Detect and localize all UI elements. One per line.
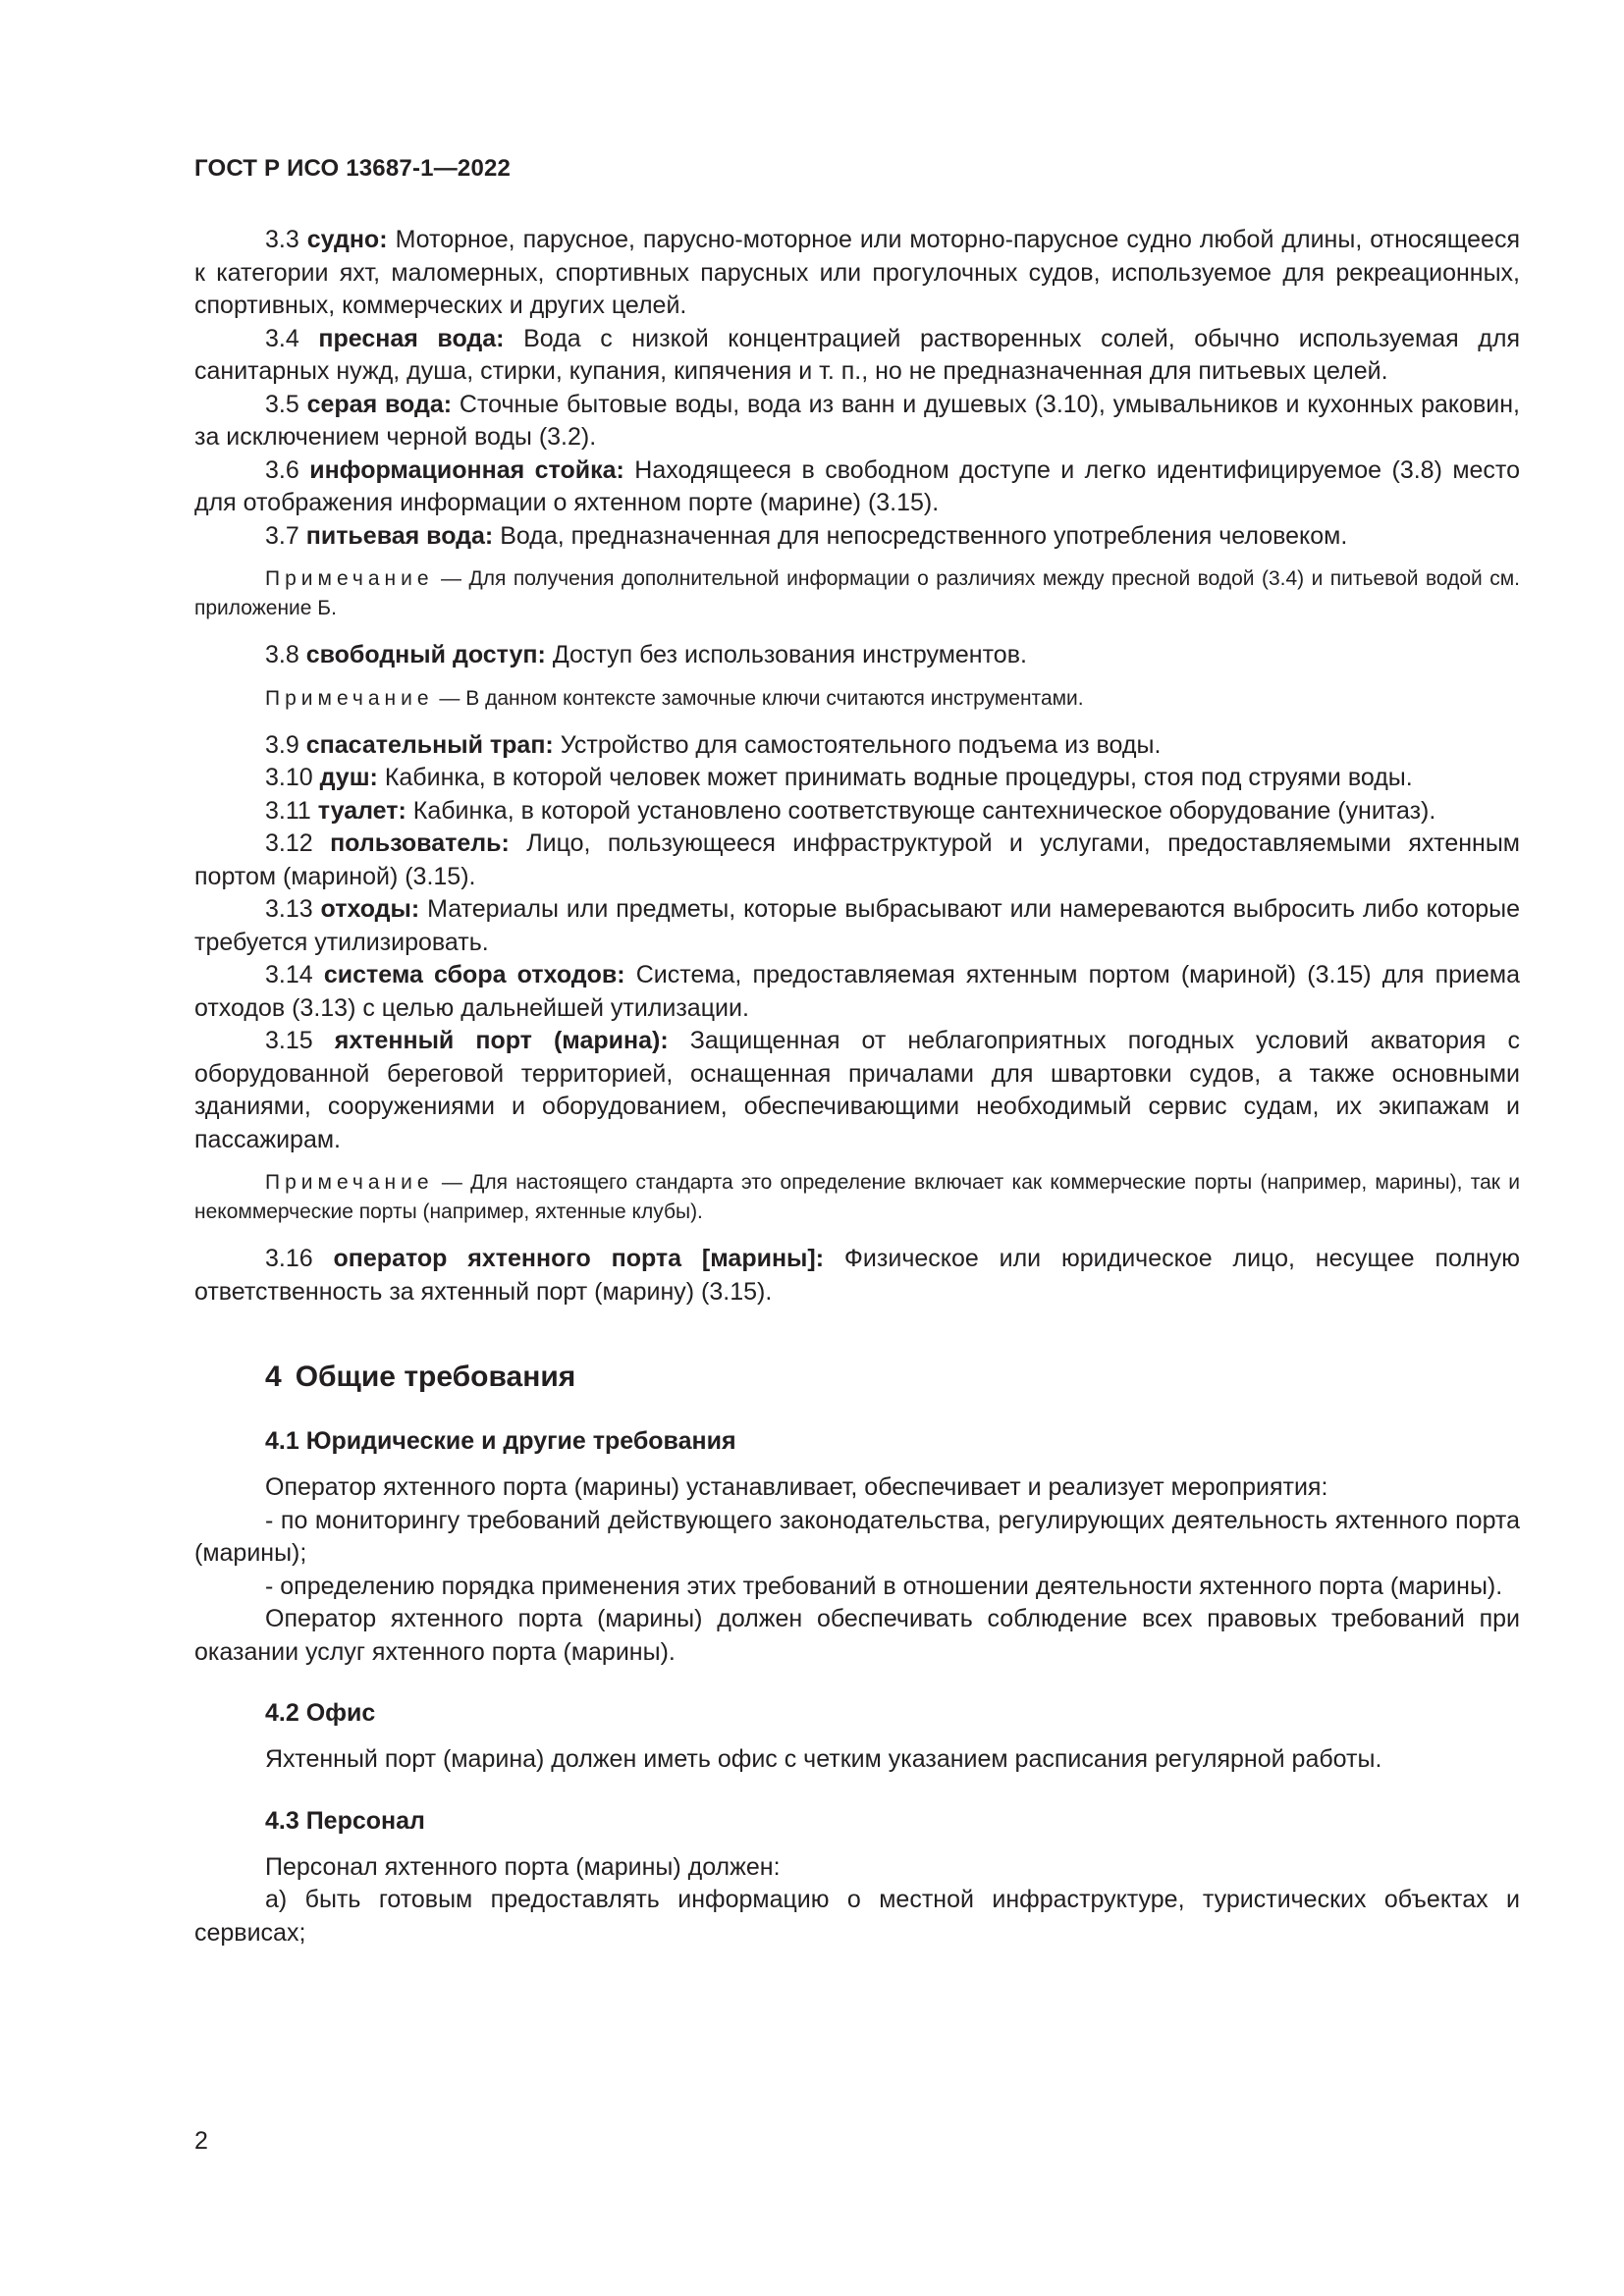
paragraph: Оператор яхтенного порта (марины) должен обеспечивать соблюдение всех правовых требований при оказании услуг яхтенного порта (марины). xyxy=(194,1605,1520,1666)
term-entry: 3.13 отходы: Материалы или предметы, которые выбрасывают или намереваются выбросить либо которые требуется утилизировать. xyxy=(194,895,1521,956)
term-entry: 3.14 система сбора отходов: Система, предоставляемая яхтенным портом (мариной) (3.15) для приема отходов (3.13) с целью дальнейшей утилизации. xyxy=(194,961,1520,1022)
term-entry: 3.11 туалет: Кабинка, в которой установлено соответствующе сантехническое оборудование (унитаз). xyxy=(265,796,1436,825)
term-entry: 3.5 серая вода: Сточные бытовые воды, вода из ванн и душевых (3.10), умывальников и кухонных раковин, за исключением черной воды (3.2). xyxy=(194,390,1520,451)
term-entry: 3.4 пресная вода: Вода с низкой концентрацией растворенных солей, обычно используемая для санитарных нужд, душа, стирки, купания, кипячения и т. п., но не предназначенная для питьевых целей. xyxy=(194,324,1520,385)
paragraph: Оператор яхтенного порта (марины) устанавливает, обеспечивает и реализует мероприятия: xyxy=(265,1473,1328,1501)
paragraph: Яхтенный порт (марина) должен иметь офис с четким указанием расписания регулярной работы. xyxy=(265,1745,1382,1773)
note: Примечание — Для получения дополнительной информации о различиях между пресной водой (3.4) и питьевой водой см. приложение Б. xyxy=(194,567,1520,619)
paragraph: а) быть готовым предоставлять информацию о местной инфраструктуре, туристических объектах и сервисах; xyxy=(194,1886,1520,1947)
subsection-heading: 4.2 Офис xyxy=(265,1699,376,1727)
paragraph: Персонал яхтенного порта (марины) должен: xyxy=(265,1852,781,1881)
paragraph: - по мониторингу требований действующего законодательства, регулирующих деятельность яхтенного порта (марины); xyxy=(194,1506,1520,1567)
note: Примечание — В данном контексте замочные ключи считаются инструментами. xyxy=(265,686,1084,710)
subsection-heading: 4.1 Юридические и другие требования xyxy=(265,1427,736,1455)
note: Примечание — Для настоящего стандарта это определение включает как коммерческие порты (например, марины), так и некоммерческие порты (например, яхтенные клубы). xyxy=(194,1171,1520,1223)
page-number: 2 xyxy=(194,2127,208,2155)
term-entry: 3.15 яхтенный порт (марина): Защищенная от неблагоприятных погодных условий акватория с оборудованной береговой территорией, оснащенная причалами для швартовки судов, а также основными зданиями, сооружениями и оборудованием, обеспечивающими необходимый сервис судам, их экипажам и пассажирам. xyxy=(194,1027,1520,1153)
subsection-heading: 4.3 Персонал xyxy=(265,1806,425,1835)
term-entry: 3.16 оператор яхтенного порта [марины]: Физическое или юридическое лицо, несущее полную ответственность за яхтенный порт (марину) (3.15). xyxy=(194,1245,1520,1306)
term-entry: 3.7 питьевая вода: Вода, предназначенная для непосредственного употребления человеком. xyxy=(265,521,1348,550)
term-entry: 3.6 информационная стойка: Находящееся в свободном доступе и легко идентифицируемое (3.8) место для отображения информации о яхтенном порте (марине) (3.15). xyxy=(194,455,1520,516)
paragraph: - определению порядка применения этих требований в отношении деятельности яхтенного порта (марины). xyxy=(265,1572,1503,1600)
term-entry: 3.12 пользователь: Лицо, пользующееся инфраструктурой и услугами, предоставляемыми яхтенным портом (мариной) (3.15). xyxy=(194,829,1520,890)
term-entry: 3.3 судно: Моторное, парусное, парусно-моторное или моторно-парусное судно любой длины, относящееся к категории яхт, маломерных, спортивных парусных или прогулочных судов, используемое для рекреационных, спортивных, коммерческих и других целей. xyxy=(194,226,1520,319)
section-heading: 4 Общие требования xyxy=(265,1361,576,1393)
page-content xyxy=(194,224,1520,1949)
document-header: ГОСТ Р ИСО 13687-1—2022 xyxy=(194,155,512,182)
term-entry: 3.9 спасательный трап: Устройство для самостоятельного подъема из воды. xyxy=(265,730,1162,759)
term-entry: 3.8 свободный доступ: Доступ без использования инструментов. xyxy=(265,641,1027,668)
term-entry: 3.10 душ: Кабинка, в которой человек может принимать водные процедуры, стоя под струями воды. xyxy=(265,764,1413,791)
